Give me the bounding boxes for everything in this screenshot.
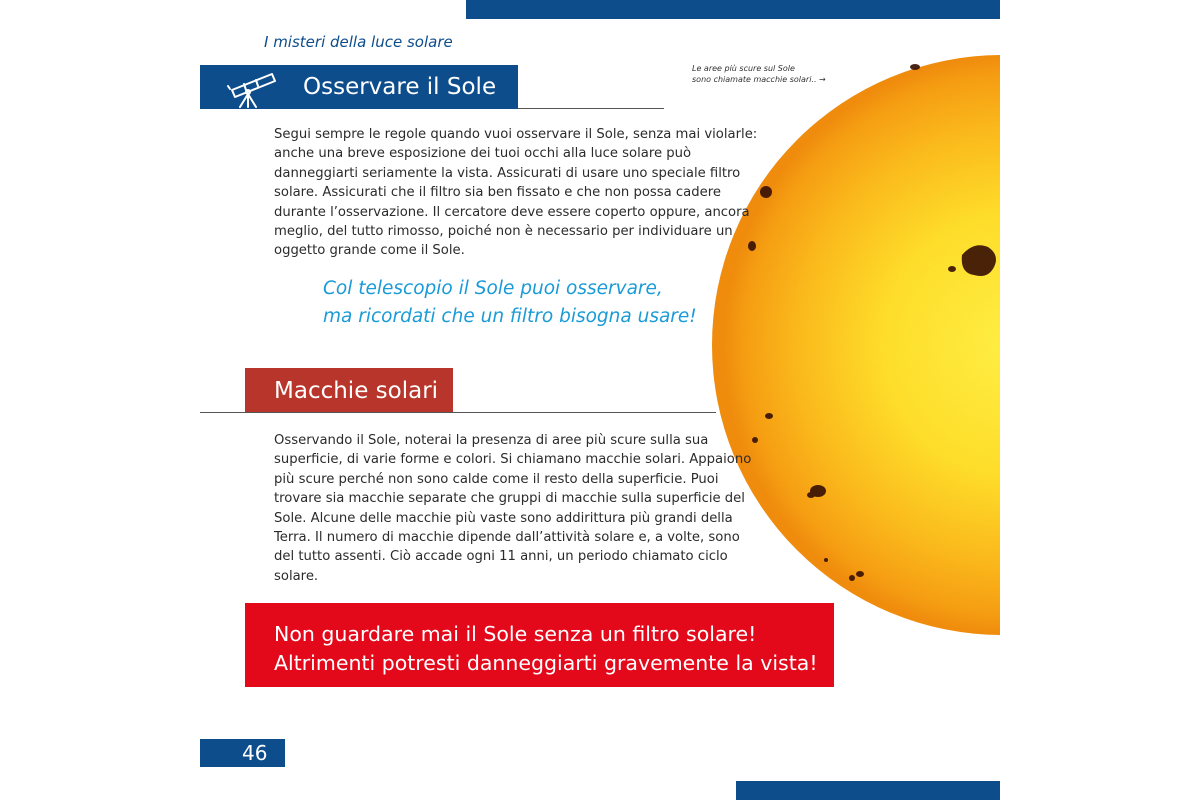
section-title-sunspots: Macchie solari bbox=[274, 378, 439, 404]
sun-caption-line-1: Le aree più scure sul Sole bbox=[692, 64, 795, 73]
section-header-sunspots bbox=[245, 368, 453, 413]
telescope-icon bbox=[226, 68, 284, 112]
observe-paragraph: Segui sempre le regole quando vuoi osservare il Sole, senza mai violarle: anche una breve esposizione dei tuoi occhi alla luce solare può danneggiarti seriamente la vista. Assicurati di usare uno speciale filtro solare. Assicurati che il filtro sia ben fissato e che non possa cadere durante l’osservazione. Il cercatore deve essere coperto oppure, ancora meglio, del tutto rimosso, poiché non è necessario per individuare un oggetto grande come il Sole. bbox=[274, 127, 758, 259]
top-decorative-bar bbox=[466, 0, 1000, 19]
section-divider-observe bbox=[518, 108, 664, 109]
motto-rhyme bbox=[323, 275, 703, 331]
warning-line-1: Non guardare mai il Sole senza un filtro solare! bbox=[274, 622, 757, 646]
page-number-box bbox=[200, 739, 285, 767]
sunspots-paragraph: Osservando il Sole, noterai la presenza di aree più scure sulla sua superficie, di varie forme e colori. Si chiamano macchie solari. Appaiono più scure perché non sono calde come il resto della superficie. Puoi trovare sia macchie separate che gruppi di macchie sulla superficie del Sole. Alcune delle macchie più vaste sono addirittura più grandi della Terra. Il numero di macchie dipende dall’attività solare e, a volte, sono del tutto assenti. Ciò accade ogni 11 anni, un periodo chiamato ciclo solare. bbox=[274, 433, 752, 584]
section-header-observe bbox=[200, 65, 518, 109]
section-title-observe: Osservare il Sole bbox=[303, 74, 497, 100]
motto-line-1: Col telescopio il Sole puoi osservare, bbox=[323, 278, 663, 299]
book-title: I misteri della luce solare bbox=[264, 33, 453, 51]
sun-caption-line-2: sono chiamate macchie solari.. → bbox=[692, 75, 826, 84]
page-number: 46 bbox=[242, 741, 268, 765]
warning-line-2: Altrimenti potresti danneggiarti gravemente la vista! bbox=[274, 651, 818, 675]
bottom-decorative-bar bbox=[736, 781, 1000, 800]
motto-line-2: ma ricordati che un filtro bisogna usare! bbox=[323, 306, 697, 327]
section-divider-sunspots bbox=[200, 412, 716, 413]
warning-box bbox=[245, 603, 834, 687]
